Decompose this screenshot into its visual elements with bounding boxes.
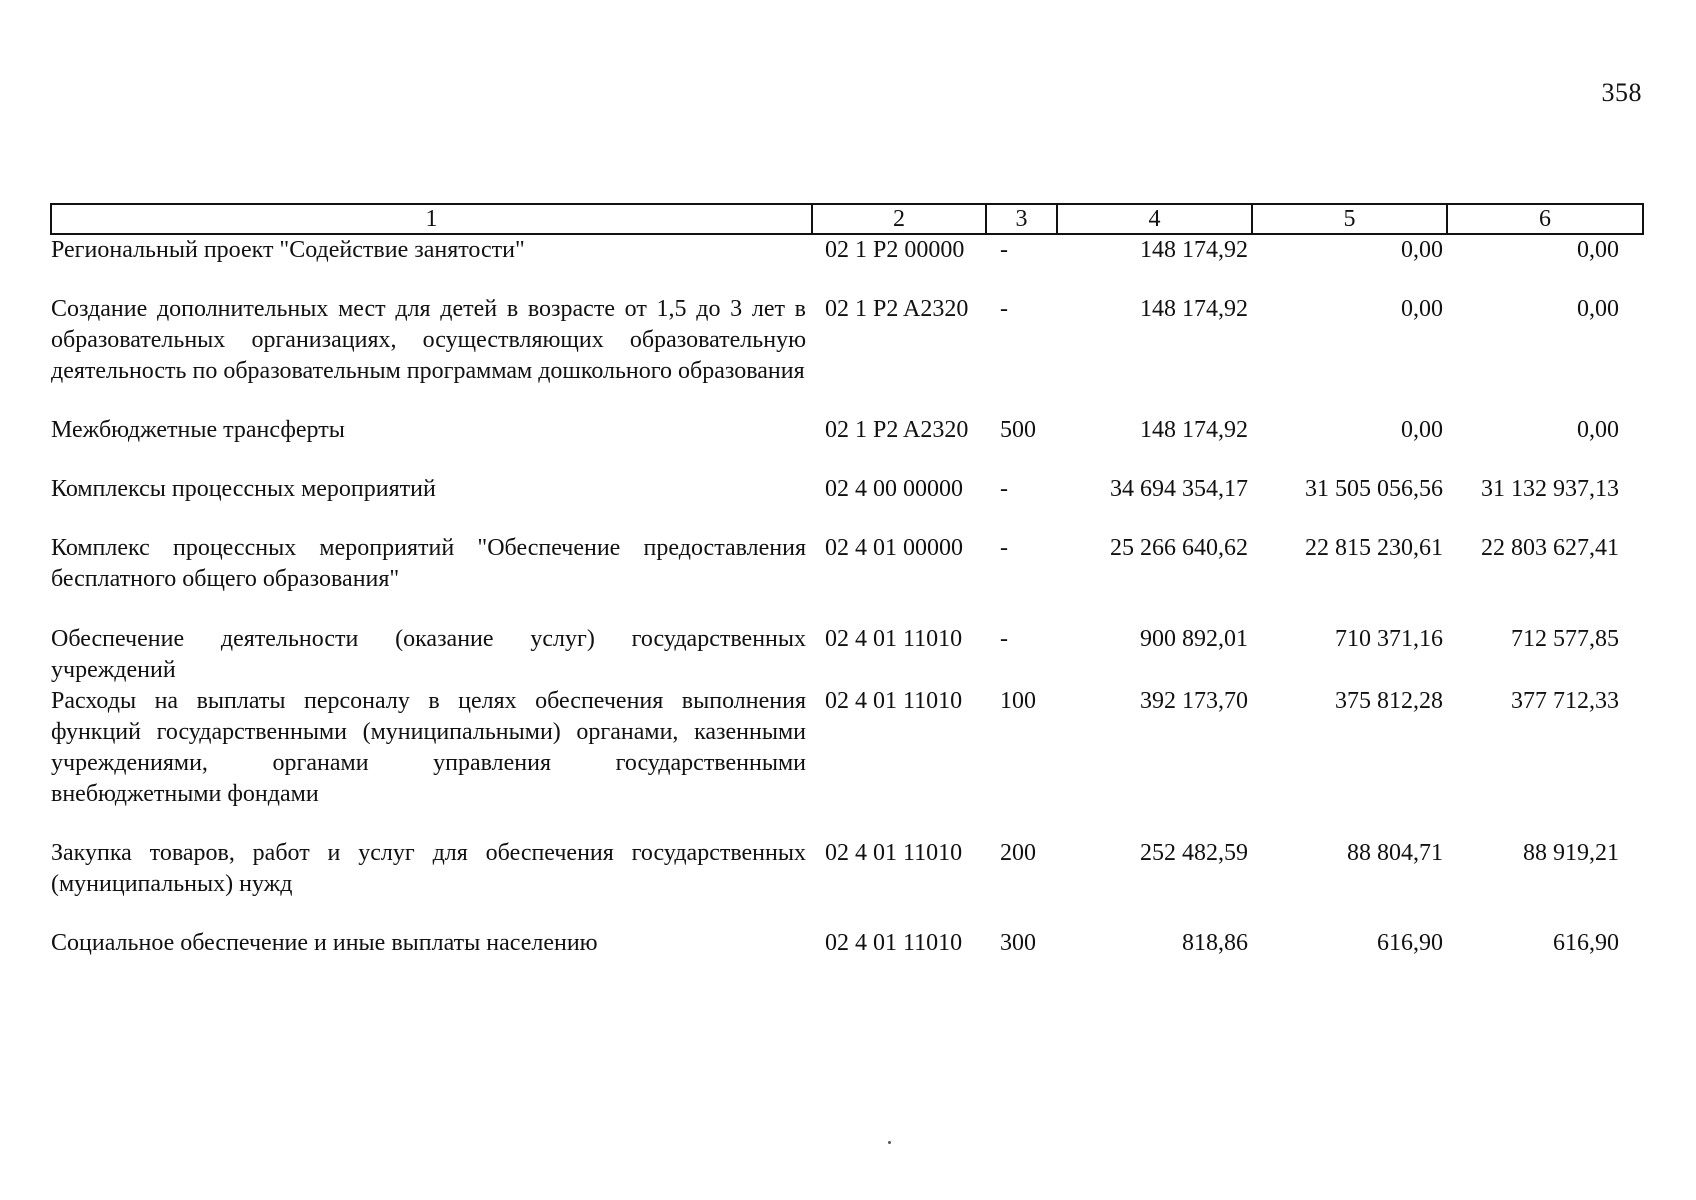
amount-col-5: 0,00 bbox=[1401, 237, 1443, 263]
amount-col-4: 148 174,92 bbox=[1140, 417, 1248, 443]
table-row bbox=[51, 928, 1643, 959]
amount-col-5: 0,00 bbox=[1401, 417, 1443, 443]
amount-col-4: 148 174,92 bbox=[1140, 237, 1248, 263]
amount-col-5: 710 371,16 bbox=[1335, 626, 1443, 652]
item-name: Комплексы процессных мероприятий bbox=[51, 476, 436, 502]
item-name: Комплекс процессных мероприятий "Обеспечение предоставления бесплатного общего образования" bbox=[51, 535, 806, 592]
amount-col-4: 34 694 354,17 bbox=[1110, 476, 1248, 502]
amount-col-5: 616,90 bbox=[1377, 930, 1443, 956]
target-article-code: 02 4 01 11010 bbox=[825, 626, 963, 652]
amount-col-4: 252 482,59 bbox=[1140, 840, 1248, 866]
column-header-4: 4 bbox=[1057, 204, 1252, 234]
table-row bbox=[51, 294, 1643, 415]
expense-type-code: - bbox=[1000, 296, 1008, 322]
page-number: 358 bbox=[1601, 78, 1642, 107]
amount-col-6: 0,00 bbox=[1577, 417, 1619, 443]
item-name: Социальное обеспечение и иные выплаты населению bbox=[51, 930, 598, 956]
amount-col-6: 712 577,85 bbox=[1511, 626, 1619, 652]
header-row bbox=[51, 204, 1643, 234]
amount-col-6: 22 803 627,41 bbox=[1481, 535, 1619, 561]
amount-col-4: 25 266 640,62 bbox=[1110, 535, 1248, 561]
amount-col-6: 88 919,21 bbox=[1523, 840, 1619, 866]
target-article-code: 02 1 P2 A2320 bbox=[825, 296, 969, 322]
column-header-1: 1 bbox=[51, 204, 812, 234]
target-article-code: 02 4 01 11010 bbox=[825, 688, 963, 714]
expense-type-code: - bbox=[1000, 535, 1008, 561]
column-header-5: 5 bbox=[1252, 204, 1447, 234]
expense-type-code: - bbox=[1000, 626, 1008, 652]
table-header bbox=[51, 204, 1643, 234]
table-row bbox=[51, 533, 1643, 624]
amount-col-4: 148 174,92 bbox=[1140, 296, 1248, 322]
table-row bbox=[51, 234, 1643, 294]
target-article-code: 02 4 00 00000 bbox=[825, 476, 963, 502]
budget-table bbox=[50, 203, 1644, 959]
amount-col-6: 0,00 bbox=[1577, 237, 1619, 263]
expense-type-code: 200 bbox=[1000, 840, 1036, 866]
expense-type-code: 100 bbox=[1000, 688, 1036, 714]
item-name: Закупка товаров, работ и услуг для обеспечения государственных (муниципальных) нужд bbox=[51, 840, 806, 897]
target-article-code: 02 4 01 11010 bbox=[825, 930, 963, 956]
item-name: Создание дополнительных мест для детей в возрасте от 1,5 до 3 лет в образовательных организациях, осуществляющих образовательную деятельность по образовательным программам дошкольного образования bbox=[51, 296, 806, 384]
item-name: Межбюджетные трансферты bbox=[51, 417, 345, 443]
item-name: Обеспечение деятельности (оказание услуг) государственных учреждений bbox=[51, 626, 806, 683]
amount-col-5: 88 804,71 bbox=[1347, 840, 1443, 866]
amount-col-5: 375 812,28 bbox=[1335, 688, 1443, 714]
table-row bbox=[51, 838, 1643, 928]
expense-type-code: - bbox=[1000, 237, 1008, 263]
amount-col-6: 31 132 937,13 bbox=[1481, 476, 1619, 502]
target-article-code: 02 1 P2 A2320 bbox=[825, 417, 969, 443]
amount-col-6: 616,90 bbox=[1553, 930, 1619, 956]
amount-col-6: 377 712,33 bbox=[1511, 688, 1619, 714]
column-header-6: 6 bbox=[1447, 204, 1643, 234]
expense-type-code: 300 bbox=[1000, 930, 1036, 956]
table-row bbox=[51, 686, 1643, 838]
item-name: Расходы на выплаты персоналу в целях обеспечения выполнения функций государственными (муниципальными) органами, казенными учреждениями, органами управления государственными внебюджетными фондами bbox=[51, 688, 806, 807]
amount-col-4: 900 892,01 bbox=[1140, 626, 1248, 652]
expense-type-code: 500 bbox=[1000, 417, 1036, 443]
expense-type-code: - bbox=[1000, 476, 1008, 502]
table-row bbox=[51, 415, 1643, 474]
target-article-code: 02 1 P2 00000 bbox=[825, 237, 965, 263]
amount-col-5: 31 505 056,56 bbox=[1305, 476, 1443, 502]
target-article-code: 02 4 01 11010 bbox=[825, 840, 963, 866]
column-header-2: 2 bbox=[812, 204, 986, 234]
amount-col-6: 0,00 bbox=[1577, 296, 1619, 322]
amount-col-4: 818,86 bbox=[1182, 930, 1248, 956]
scan-speck bbox=[888, 1141, 891, 1144]
column-header-3: 3 bbox=[986, 204, 1057, 234]
amount-col-5: 0,00 bbox=[1401, 296, 1443, 322]
target-article-code: 02 4 01 00000 bbox=[825, 535, 963, 561]
amount-col-5: 22 815 230,61 bbox=[1305, 535, 1443, 561]
amount-col-4: 392 173,70 bbox=[1140, 688, 1248, 714]
table-row bbox=[51, 624, 1643, 686]
item-name: Региональный проект "Содействие занятости" bbox=[51, 237, 525, 263]
table-row bbox=[51, 474, 1643, 533]
table-body bbox=[51, 234, 1643, 959]
